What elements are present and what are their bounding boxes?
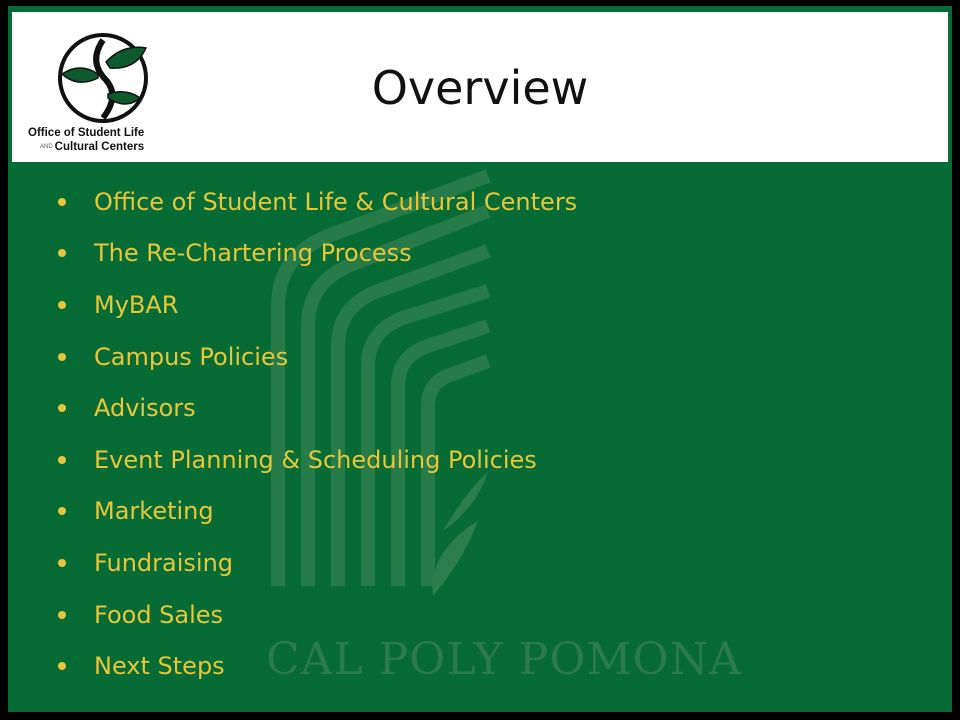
agenda-item — [58, 434, 577, 486]
watermark-text: CAL POLY POMONA — [266, 634, 742, 685]
agenda-item — [58, 486, 577, 538]
logo-and: AND — [40, 144, 53, 150]
agenda-item-text: Office of Student Life & Cultural Centers — [94, 187, 578, 216]
bullet-icon — [58, 353, 66, 361]
logo-line1: Office of Student Life — [28, 127, 145, 139]
agenda-item — [58, 382, 577, 434]
bullet-icon — [58, 662, 66, 670]
agenda-item-text: Event Planning & Scheduling Policies — [94, 445, 537, 474]
agenda-item-text: Advisors — [94, 394, 196, 423]
bullet-icon — [58, 404, 66, 412]
agenda-item — [58, 331, 577, 383]
bullet-icon — [58, 249, 66, 257]
agenda-list — [58, 176, 577, 692]
bullet-icon — [58, 456, 66, 464]
logo-line2 — [28, 140, 178, 154]
agenda-item-text: Fundraising — [94, 548, 234, 577]
bullet-icon — [58, 198, 66, 206]
agenda-item — [58, 537, 577, 589]
agenda-item — [58, 176, 577, 228]
agenda-item-text: Marketing — [94, 497, 214, 526]
bullet-icon — [58, 507, 66, 515]
agenda-item-text: Next Steps — [94, 652, 225, 681]
logo-line2-text: Cultural Centers — [54, 141, 145, 154]
agenda-item — [58, 228, 577, 280]
bullet-icon — [58, 301, 66, 309]
slide-title: Overview — [371, 61, 589, 115]
agenda-item-text: Food Sales — [94, 600, 224, 629]
logo-text — [28, 126, 178, 154]
agenda-item-text: MyBAR — [94, 290, 179, 319]
agenda-item — [58, 589, 577, 641]
agenda-item-text: Campus Policies — [94, 342, 289, 371]
agenda-item — [58, 279, 577, 331]
bullet-icon — [58, 559, 66, 567]
agenda-item — [58, 640, 577, 692]
bullet-icon — [58, 611, 66, 619]
agenda-item-text: The Re-Chartering Process — [94, 239, 412, 268]
